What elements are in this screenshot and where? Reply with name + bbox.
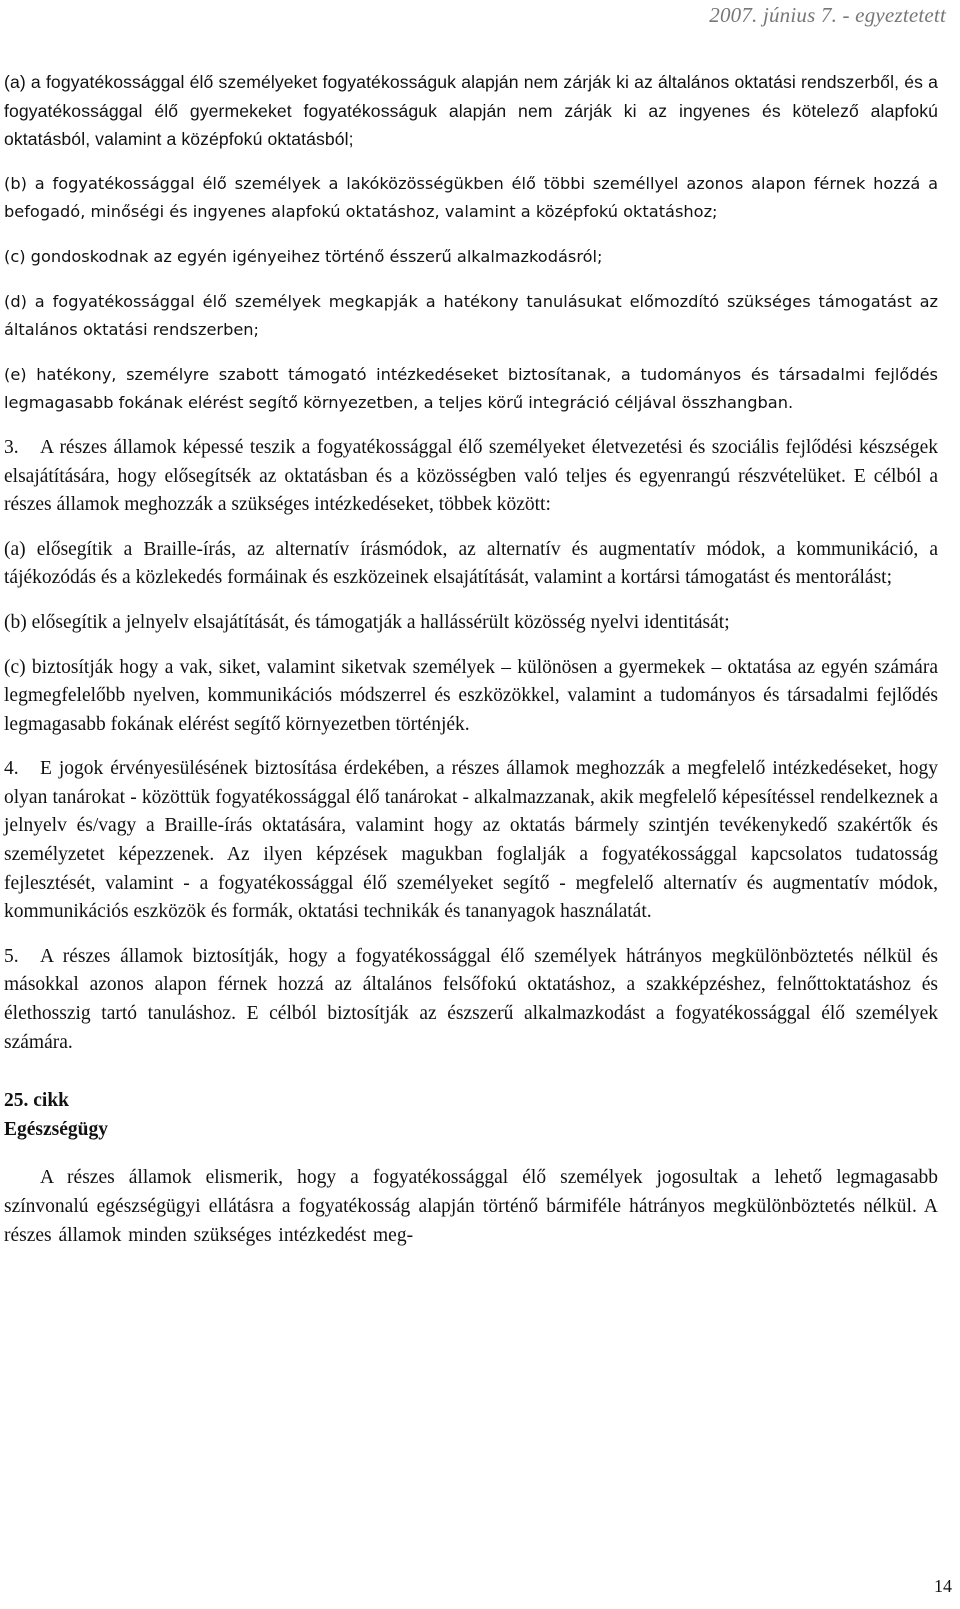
paragraph-2e: (e) hatékony, személyre szabott támogató intézkedéseket biztosítanak, a tudományos és társadalmi fejlődés legmagasabb fokának elérést segítő környezetben, a teljes körű integráció céljával összhangban.: [4, 364, 938, 413]
header-stamp: 2007. június 7. - egyeztetett: [709, 3, 946, 27]
paragraph-3: [4, 434, 938, 520]
paragraph-3c: (c) biztosítják hogy a vak, siket, valamint siketvak személyek – különösen a gyermekek – oktatása az egyén számára legmegfelelőbb nyelven, kommunikációs módszerrel és eszközökkel, valamint a tudományos és társadalmi fejlődés legmagasabb fokának elérést segítő környezetben történjék.: [4, 656, 938, 735]
paragraph-5: [4, 943, 938, 1057]
article-intro: [4, 1164, 938, 1250]
page-number: 14: [934, 1576, 952, 1596]
paragraph-2d: (d) a fogyatékossággal élő személyek megkapják a hatékony tanulásukat előmozdító szükséges támogatást az általános oktatási rendszerben;: [4, 291, 938, 340]
paragraph-3-text: A részes államok képessé teszik a fogyatékossággal élő személyeket életvezetési és szociális fejlődési készségek elsajátítására, hogy elősegítsék az oktatásban és a közösségben való teljes és egyenrangú részvételüket. E célból a részes államok meghozzák a szükséges intézkedéseket, többek között:: [4, 436, 938, 516]
paragraph-2a: (a) a fogyatékossággal élő személyeket fogyatékosságuk alapján nem zárják ki az általános oktatási rendszerből, és a fogyatékossággal élő gyermekeket fogyatékosságuk alapján nem zárják ki az ingyenes és kötelező alapfokú oktatásból, valamint a középfokú oktatásból;: [4, 72, 938, 150]
article-number: 25. cikk: [4, 1090, 70, 1112]
paragraph-4: [4, 755, 938, 927]
paragraph-3-number: 3.: [4, 436, 19, 458]
paragraph-4-number: 4.: [4, 758, 19, 780]
paragraph-4-text: E jogok érvényesülésének biztosítása érdekében, a részes államok meghozzák a megfelelő intézkedéseket, hogy olyan tanárokat - közöttük fogyatékossággal élő tanárokat - alkalmazzanak, akik megfelelő képesítéssel rendelkeznek a jelnyelv és/vagy a Braille-írás oktatására, valamint hogy az oktatás bármely szintjén tevékenykedő szakértők és személyzetet képezzenek. Az ilyen képzések magukban foglalják a fogyatékossággal kapcsolatos tudatosság fejlesztését, valamint - a fogyatékossággal élő személyeket segítő - megfelelő alternatív és augmentatív módok, kommunikációs eszközök és formák, oktatási technikák és tananyagok használatát.: [4, 758, 938, 923]
paragraph-2c: (c) gondoskodnak az egyén igényeihez történő ésszerű alkalmazkodásról;: [4, 246, 603, 266]
article-intro-text: A részes államok elismerik, hogy a fogyatékossággal élő személyek jogosultak a lehető legmagasabb színvonalú egészségügyi ellátásra a fogyatékosság alapján történő bármiféle hátrányos megkülönböztetés nélkül. A részes államok minden szükséges intézkedést meg-: [4, 1167, 938, 1246]
document-body: [4, 68, 938, 1266]
paragraph-5-number: 5.: [4, 945, 19, 967]
article-heading: [4, 1087, 938, 1144]
paragraph-3a: (a) elősegítik a Braille-írás, az alternatív írásmódok, az alternatív és augmentatív módok, a kommunikáció, a tájékozódás és a közlekedés formáinak és eszközeinek elsajátítását, valamint a kortársi támogatást és mentorálást;: [4, 538, 938, 589]
article-title: Egészségügy: [4, 1118, 108, 1140]
paragraph-3b: (b) elősegítik a jelnyelv elsajátítását, és támogatják a hallássérült közösség nyelvi identitását;: [4, 611, 730, 633]
paragraph-5-text: A részes államok biztosítják, hogy a fogyatékossággal élő személyek hátrányos megkülönböztetés nélkül és másokkal azonos alapon férnek hozzá az általános felsőfokú oktatáshoz, a szakképzéshez, felnőttoktatáshoz és élethosszig tartó tanuláshoz. E célból biztosítják az észszerű alkalmazkodást a fogyatékossággal élő személyek számára.: [4, 945, 938, 1053]
paragraph-2b: (b) a fogyatékossággal élő személyek a lakóközösségükben élő többi személlyel azonos alapon férnek hozzá a befogadó, minőségi és ingyenes alapfokú oktatáshoz, valamint a középfokú oktatáshoz;: [4, 173, 938, 222]
